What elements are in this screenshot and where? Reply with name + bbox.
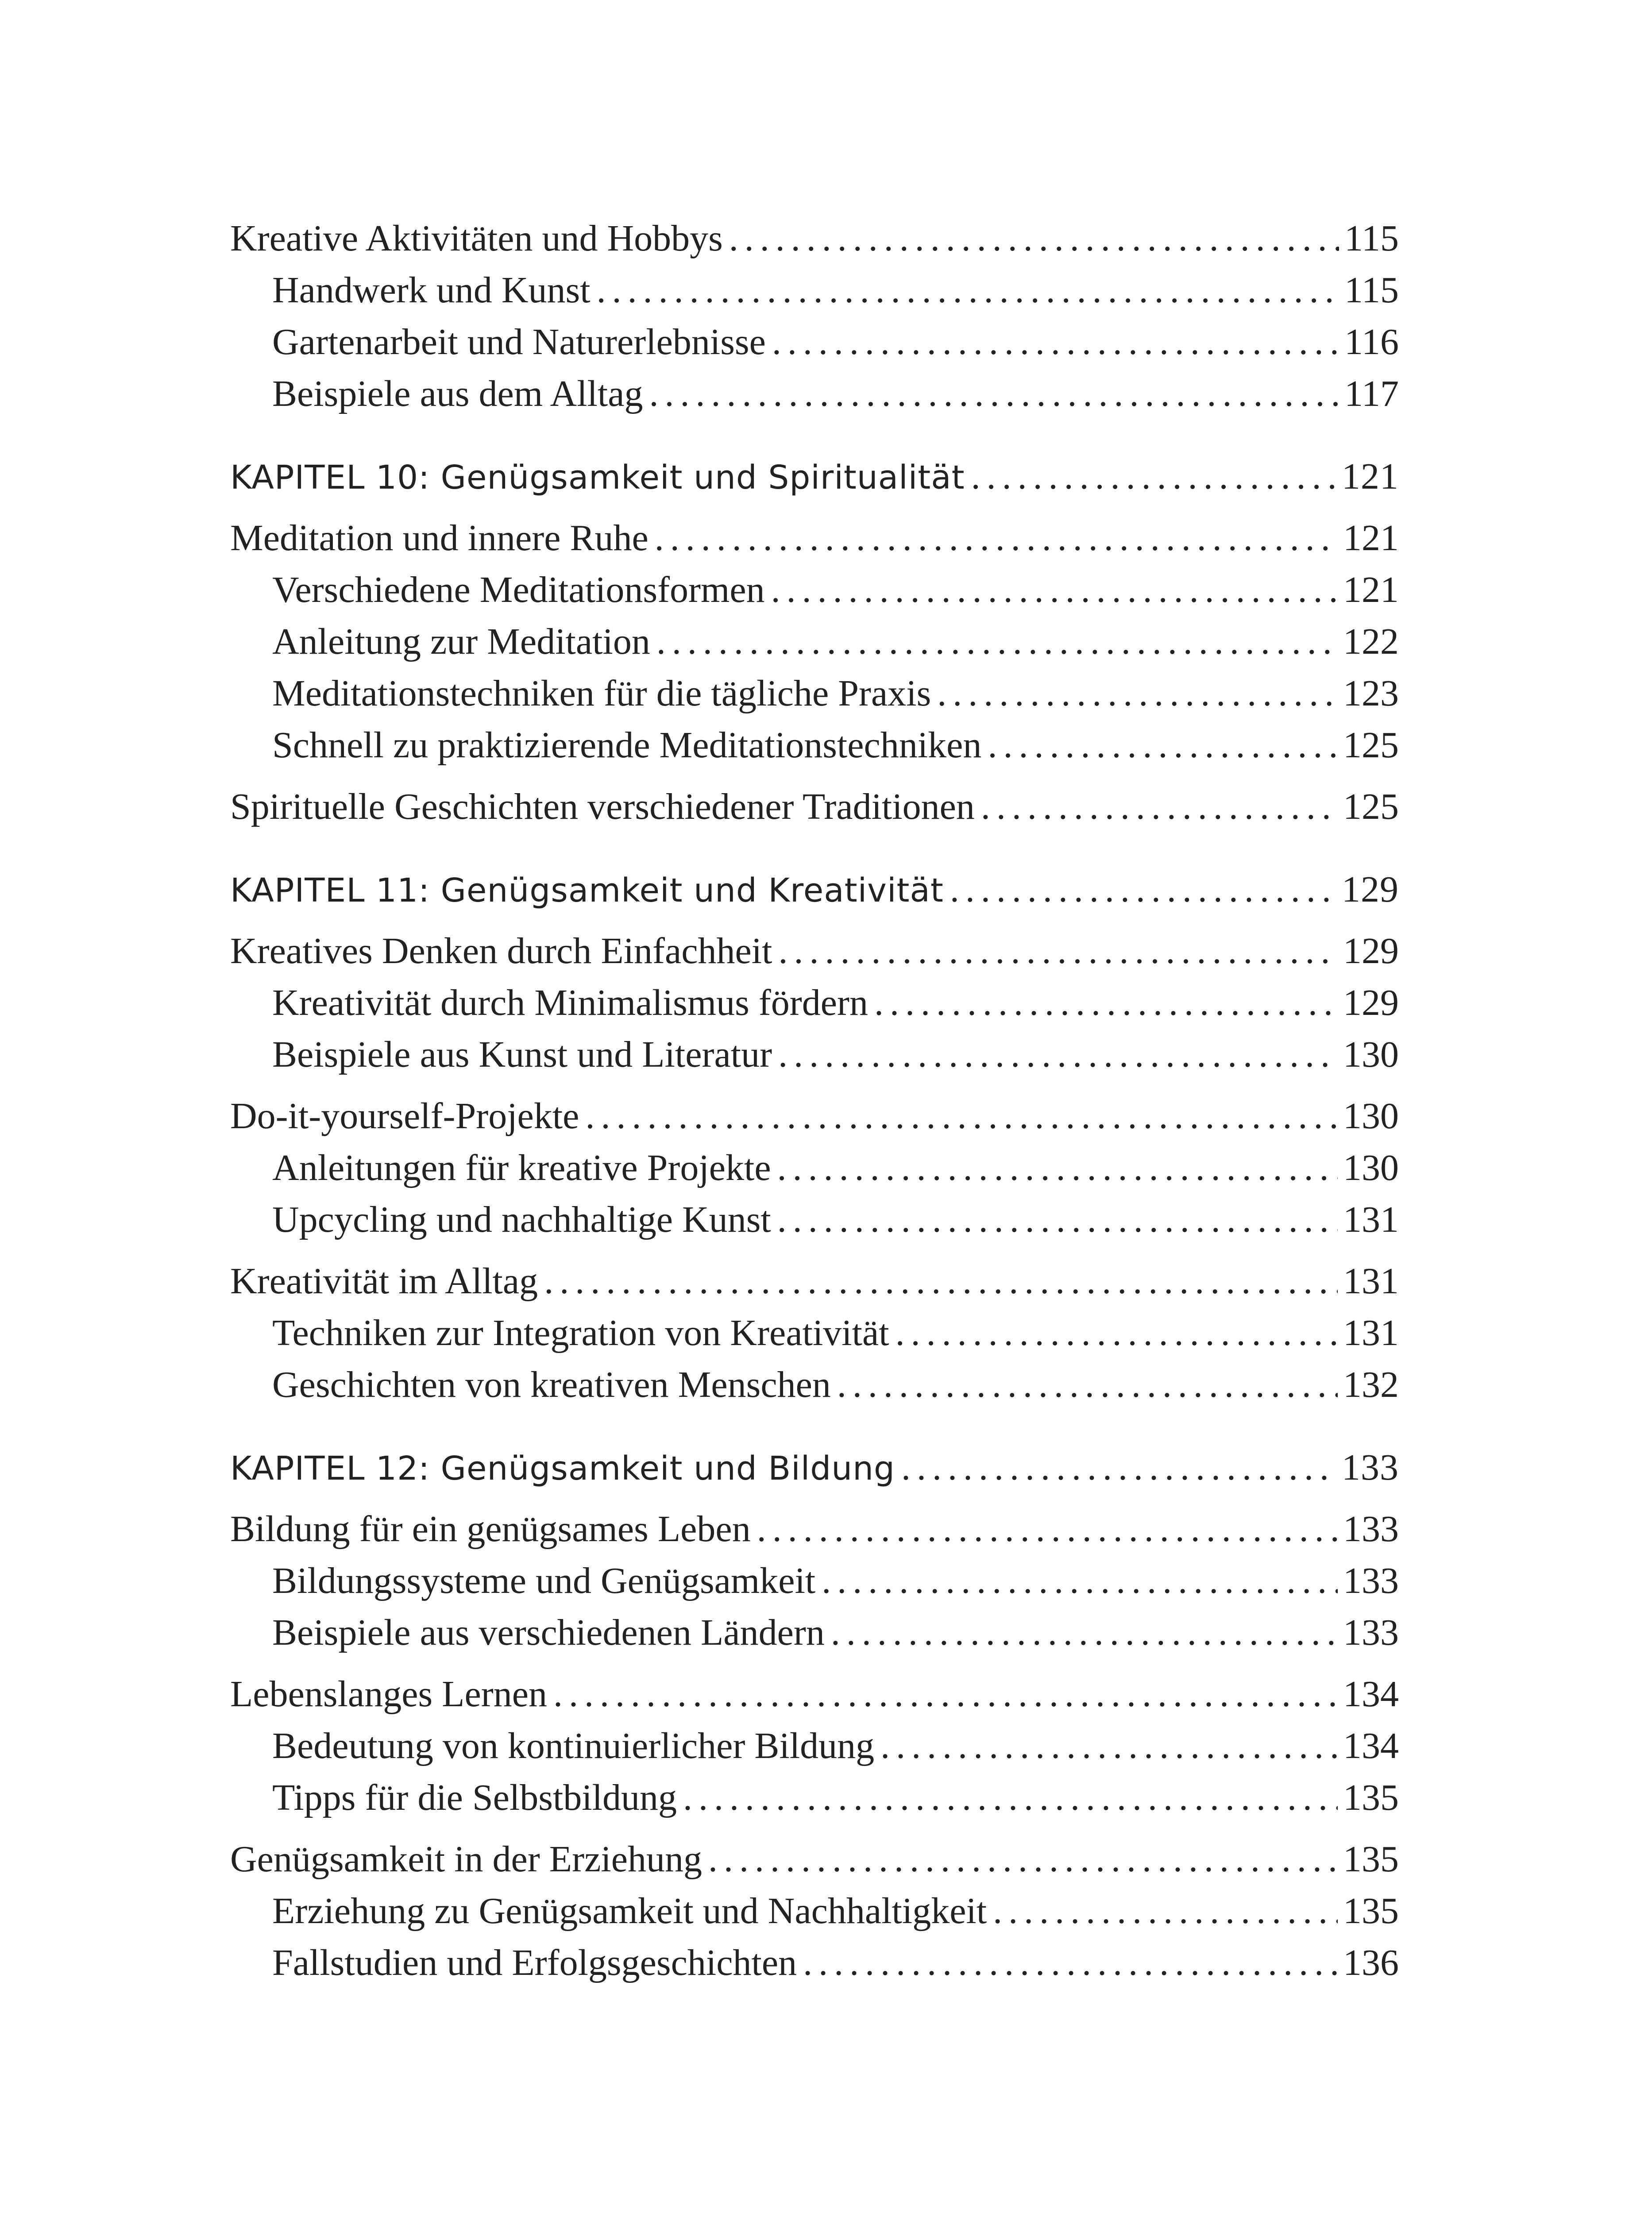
toc-entry-title: Schnell zu praktizierende Meditationstechniken [272,725,982,766]
dot-leader [655,512,1338,564]
toc-entry-title: Genügsamkeit in der Erziehung [230,1839,702,1880]
toc-page-number: 115 [1344,270,1399,311]
dot-leader [831,1607,1338,1658]
dot-leader [757,1503,1338,1555]
chapter-title: KAPITEL 12: Genügsamkeit und Bildung [230,1450,895,1488]
toc-subsection-entry [230,1555,1399,1607]
toc-entry-title: Erziehung zu Genügsamkeit und Nachhaltigkeit [272,1890,987,1932]
toc-section-entry [230,1833,1399,1885]
toc-page-number: 125 [1343,786,1399,827]
dot-leader [683,1772,1338,1824]
dot-leader [778,1029,1338,1080]
toc-chapter-heading [230,864,1399,915]
toc-page-number: 121 [1342,456,1399,497]
toc-page-number: 135 [1343,1777,1399,1818]
dot-leader [950,864,1336,915]
toc-subsection-entry [230,1029,1399,1080]
toc-entry-title: Handwerk und Kunst [272,270,591,311]
toc-subsection-entry [230,1194,1399,1245]
toc-subsection-entry [230,1142,1399,1194]
dot-leader [901,1442,1336,1493]
toc-page-number: 131 [1343,1261,1399,1302]
toc-page-number: 133 [1343,1508,1399,1550]
toc-entry-title: Gartenarbeit und Naturerlebnisse [272,321,766,362]
toc-entry-title: Upcycling und nachhaltige Kunst [272,1199,771,1240]
toc-entry-title: Meditationstechniken für die tägliche Praxis [272,673,931,714]
toc-page-number: 130 [1343,1095,1399,1137]
toc-entry-title: Kreativität durch Minimalismus fördern [272,982,868,1023]
toc-subsection-entry [230,1772,1399,1824]
toc-entry-title: Beispiele aus Kunst und Literatur [272,1034,772,1075]
dot-leader [708,1833,1338,1885]
toc-subsection-entry [230,564,1399,616]
toc-section-entry [230,1255,1399,1307]
chapter-title: KAPITEL 11: Genügsamkeit und Kreativität [230,871,944,910]
toc-subsection-entry [230,1937,1399,1989]
toc-entry-title: Anleitungen für kreative Projekte [272,1147,771,1188]
toc-subsection-entry [230,264,1399,316]
toc-entry-title: Tipps für die Selbstbildung [272,1777,677,1818]
toc-section-entry [230,512,1399,564]
dot-leader [988,719,1338,771]
toc-entry-title: Bildungssysteme und Genügsamkeit [272,1560,816,1601]
toc-page-number: 125 [1343,725,1399,766]
toc-entry-title: Kreativität im Alltag [230,1261,538,1302]
toc-entry-title: Kreatives Denken durch Einfachheit [230,930,772,972]
toc-page-number: 135 [1343,1890,1399,1932]
toc-page-number: 115 [1344,218,1399,259]
dot-leader [971,451,1336,502]
toc-subsection-entry [230,616,1399,667]
toc-section-entry [230,925,1399,977]
chapter-title: KAPITEL 10: Genügsamkeit und Spiritualität [230,459,965,497]
toc-page-number: 133 [1343,1560,1399,1601]
toc-page-number: 117 [1344,373,1399,414]
toc-page-number: 133 [1343,1612,1399,1653]
toc-entry-title: Kreative Aktivitäten und Hobbys [230,218,723,259]
dot-leader [874,977,1338,1029]
toc-subsection-entry [230,368,1399,420]
toc-page-number: 130 [1343,1147,1399,1188]
toc-entry-title: Bildung für ein genügsames Leben [230,1508,751,1550]
toc-page-number: 134 [1343,1673,1399,1715]
toc-page-number: 132 [1343,1364,1399,1405]
dot-leader [778,925,1338,977]
dot-leader [895,1307,1338,1359]
dot-leader [597,264,1339,316]
toc-subsection-entry [230,667,1399,719]
toc-page-number: 122 [1343,621,1399,662]
dot-leader [771,564,1338,616]
dot-leader [772,316,1339,368]
toc-page-number: 130 [1343,1034,1399,1075]
toc-section-entry [230,1503,1399,1555]
toc-entry-title: Anleitung zur Meditation [272,621,650,662]
dot-leader [649,368,1339,420]
toc-entry-title: Meditation und innere Ruhe [230,517,648,559]
toc-subsection-entry [230,1720,1399,1772]
toc-page-number: 116 [1344,321,1399,362]
dot-leader [981,781,1338,833]
toc-chapter-heading [230,1442,1399,1493]
toc-entry-title: Lebenslanges Lernen [230,1673,548,1715]
toc-page-number: 134 [1343,1725,1399,1766]
toc-entry-title: Spirituelle Geschichten verschiedener Traditionen [230,786,975,827]
toc-section-entry [230,1090,1399,1142]
toc-subsection-entry [230,719,1399,771]
toc-page-number: 121 [1343,569,1399,610]
toc-section-entry [230,781,1399,833]
toc-subsection-entry [230,1885,1399,1937]
dot-leader [656,616,1338,667]
toc-entry-title: Techniken zur Integration von Kreativität [272,1312,889,1353]
toc-entry-title: Fallstudien und Erfolgsgeschichten [272,1942,797,1983]
toc-section-entry [230,1668,1399,1720]
toc-section-entry [230,212,1399,264]
dot-leader [880,1720,1338,1772]
dot-leader [937,667,1338,719]
dot-leader [777,1194,1338,1245]
toc-page-number: 123 [1343,673,1399,714]
dot-leader [777,1142,1338,1194]
toc-page-number: 129 [1343,982,1399,1023]
toc-page-number: 129 [1343,930,1399,972]
toc-chapter-heading [230,451,1399,502]
toc-subsection-entry [230,1307,1399,1359]
toc-page-number: 135 [1343,1839,1399,1880]
toc-page-number: 121 [1343,517,1399,559]
dot-leader [544,1255,1338,1307]
toc-entry-title: Verschiedene Meditationsformen [272,569,765,610]
toc-entry-title: Bedeutung von kontinuierlicher Bildung [272,1725,875,1766]
dot-leader [837,1359,1338,1411]
dot-leader [585,1090,1338,1142]
table-of-contents [230,212,1399,1989]
toc-entry-title: Beispiele aus verschiedenen Ländern [272,1612,825,1653]
dot-leader [729,212,1339,264]
toc-page-number: 131 [1343,1312,1399,1353]
dot-leader [553,1668,1338,1720]
dot-leader [822,1555,1338,1607]
toc-page-number: 131 [1343,1199,1399,1240]
dot-leader [993,1885,1338,1937]
toc-subsection-entry [230,1607,1399,1658]
toc-page-number: 129 [1342,869,1399,910]
toc-entry-title: Geschichten von kreativen Menschen [272,1364,831,1405]
toc-entry-title: Beispiele aus dem Alltag [272,373,643,414]
toc-page-number: 136 [1343,1942,1399,1983]
toc-subsection-entry [230,977,1399,1029]
toc-entry-title: Do-it-yourself-Projekte [230,1095,579,1137]
toc-subsection-entry [230,316,1399,368]
toc-subsection-entry [230,1359,1399,1411]
toc-page-number: 133 [1342,1447,1399,1488]
dot-leader [803,1937,1338,1989]
